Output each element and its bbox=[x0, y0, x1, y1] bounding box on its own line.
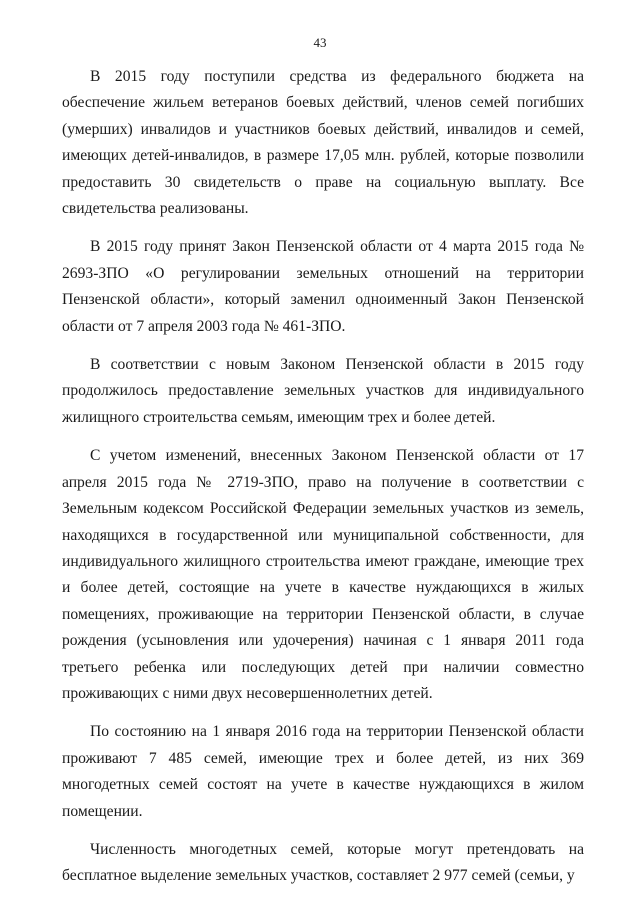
paragraph-veterans-housing-funding: В 2015 году поступили средства из федерального бюджета на обеспечение жильем ветеранов боевых действий, членов семей погибших (умерших) инвалидов и участников боевых действий, инвалидов и семей, имеющих детей-инвалидов, в размере 17,05 млн. рублей, которые позволили предоставить 30 свидетельств о праве на социальную выплату. Все свидетельства реализованы. bbox=[62, 68, 584, 218]
paragraph-eligibility-conditions: С учетом изменений, внесенных Законом Пензенской области от 17 апреля 2015 года № 2719-ЗПО, право на получение в соответствии с Земельным кодексом Российской Федерации земельных участков из земель, находящихся в государственной или муниципальной собственности, для индивидуального жилищного строительства имеют граждане, имеющие трех и более детей, состоящие на учете в качестве нуждающихся в жилых помещениях, проживающие на территории Пензенской области, в случае рождения (усыновления или удочерения) начиная с 1 января 2011 года третьего ребенка или последующих детей при наличии совместно проживающих с ними двух несовершеннолетних детей. bbox=[62, 447, 584, 702]
document-body bbox=[62, 64, 584, 902]
page-number: 43 bbox=[313, 35, 327, 50]
paragraph-land-law-2015: В 2015 году принят Закон Пензенской области от 4 марта 2015 года № 2693-ЗПО «О регулировании земельных отношений на территории Пензенской области», который заменил одноименный Закон Пензенской области от 7 апреля 2003 года № 461-ЗПО. bbox=[62, 238, 584, 335]
paragraph-eligible-families-count: Численность многодетных семей, которые могут претендовать на бесплатное выделение земельных участков, составляет 2 977 семей (семьи, у bbox=[62, 840, 584, 885]
paragraph-large-families-statistics: По состоянию на 1 января 2016 года на территории Пензенской области проживают 7 485 семей, имеющие трех и более детей, из них 369 многодетных семей состоят на учете в качестве нуждающихся в жилом помещении. bbox=[62, 723, 584, 820]
paragraph-land-plots-provision: В соответствии с новым Законом Пензенской области в 2015 году продолжилось предоставление земельных участков для индивидуального жилищного строительства семьям, имеющим трех и более детей. bbox=[62, 356, 584, 426]
